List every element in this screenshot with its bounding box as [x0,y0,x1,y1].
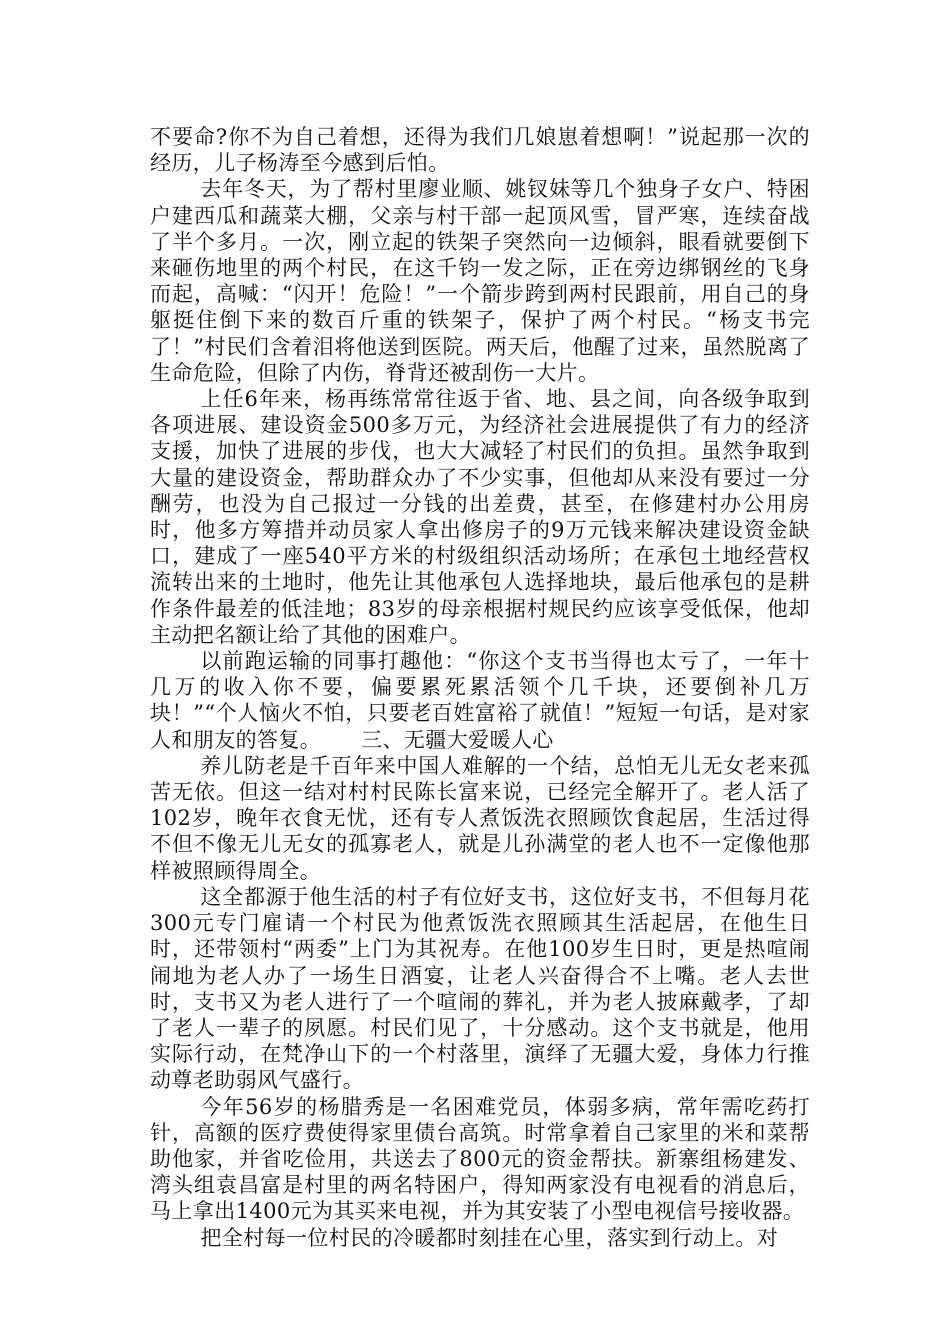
paragraph-6: 这全都源于他生活的村子有位好支书，这位好支书，不但每月花300元专门雇请一个村民为他煮饭洗衣照顾其生活起居，在他生日时，还带领村“两委”上门为其祝寿。在他100岁生日时，更是热喧闹闹地为老人办了一场生日酒宴，让老人兴奋得合不上嘴。老人去世时，支书又为老人进行了一个喧闹的葬礼，并为老人披麻戴孝，了却了老人一辈子的夙愿。村民们见了，十分感动。这个支书就是，他用实际行动，在梵净山下的一个村落里，演绎了无疆大爱，身体力行推动尊老助弱风气盛行。 [150,884,810,1093]
paragraph-7: 今年56岁的杨腊秀是一名困难党员，体弱多病，常年需吃药打针，高额的医疗费使得家里债台高筑。时常拿着自己家里的米和菜帮助他家，并省吃俭用，共送去了800元的资金帮扶。新寨组杨建发、湾头组袁昌富是村里的两名特困户，得知两家没有电视看的消息后，马上拿出1400元为其买来电视，并为其安装了小型电视信号接收器。 [150,1094,810,1224]
section-heading: 三、无疆大爱暖人心 [361,727,554,752]
paragraph-8: 把全村每一位村民的冷暖都时刻挂在心里，落实到行动上。对 [200,1225,779,1250]
paragraph-4 [150,648,810,753]
paragraph-2: 去年冬天，为了帮村里廖业顺、姚钗妹等几个独身子女户、特困户建西瓜和蔬菜大棚，父亲与村干部一起顶风雪，冒严寒，连续奋战了半个多月。一次，刚立起的铁架子突然向一边倾斜，眼看就要倒下来砸伤地里的两个村民，在这千钧一发之际，正在旁边绑钢丝的飞身而起，高喊：“闪开！危险！”一个箭步跨到两村民跟前，用自己的身躯挺住倒下来的数百斤重的铁架子，保护了两个村民。“杨支书完了！”村民们含着泪将他送到医院。两天后，他醒了过来，虽然脱离了生命危险，但除了内伤，脊背还被刮伤一大片。 [150,177,810,385]
paragraph-1: 不要命?你不为自己着想，还得为我们几娘崽着想啊！”说起那一次的经历，儿子杨涛至今感到后怕。 [150,125,810,176]
paragraph-4-text: 以前跑运输的同事打趣他：“你这个支书当得也太亏了，一年十几万的收入你不要，偏要累死累活领个几千块，还要倒补几万块！”“个人恼火不怕，只要老百姓富裕了就值！”短短一句话，是对家人和朋友的答复。 [150,649,810,752]
paragraph-3: 上任6年来，杨再练常常往返于省、地、县之间，向各级争取到各项进展、建设资金500多万元，为经济社会进展提供了有力的经济支援，加快了进展的步伐，也大大减轻了村民们的负担。虽然争取到大量的建设资金，帮助群众办了不少实事，但他却从来没有要过一分酬劳，也没为自己报过一分钱的出差费，甚至，在修建村办公用房时，他多方筹措并动员家人拿出修房子的9万元钱来解决建设资金缺口，建成了一座540平方米的村级组织活动场所；在承包土地经营权流转出来的土地时，他先让其他承包人选择地块，最后他承包的是耕作条件最差的低洼地；83岁的母亲根据村规民约应该享受低保，他却主动把名额让给了其他的困难户。 [150,387,810,647]
document-body [150,124,810,1251]
paragraph-5: 养儿防老是千百年来中国人难解的一个结，总怕无儿无女老来孤苦无依。但这一结对村村民陈长富来说，已经完全解开了。老人活了102岁，晚年衣食无忧，还有专人煮饭洗衣照顾饮食起居，生活过得不但不像无儿无女的孤寡老人，就是儿孙满堂的老人也不一定像他那样被照顾得周全。 [150,753,810,883]
